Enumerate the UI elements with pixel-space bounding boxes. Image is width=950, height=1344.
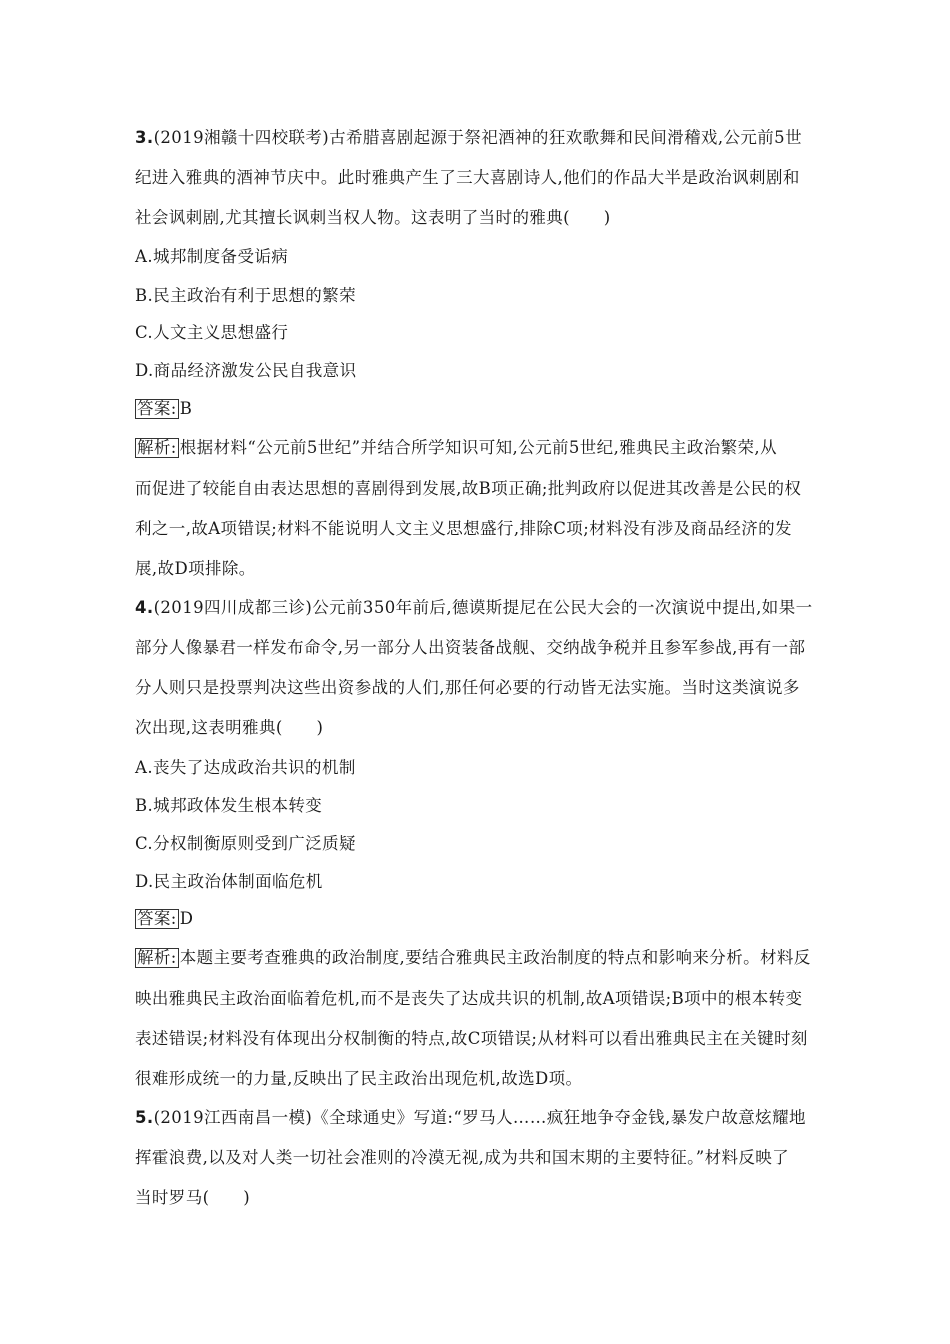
question-3-option-b: B.民主政治有利于思想的繁荣 (135, 286, 356, 305)
question-3-answer (135, 398, 192, 420)
answer-value: B (179, 399, 193, 418)
question-4-stem-line-3: 分人则只是投票判决这些出资参战的人们,那任何必要的行动皆无法实施。当时这类演说多 (135, 678, 800, 697)
question-3-stem-line-2: 纪进入雅典的酒神节庆中。此时雅典产生了三大喜剧诗人,他们的作品大半是政治讽刺剧和 (135, 168, 800, 187)
answer-label: 答案: (137, 399, 177, 418)
question-3-option-d: D.商品经济激发公民自我意识 (135, 361, 357, 380)
answer-value: D (179, 909, 194, 928)
question-4-option-c: C.分权制衡原则受到广泛质疑 (135, 834, 356, 853)
question-3-analysis-line-2: 而促进了较能自由表达思想的喜剧得到发展,故B项正确;批判政府以促进其改善是公民的权 (135, 479, 802, 498)
question-4-stem-line-1: 4.(2019四川成都三诊)公元前350年前后,德谟斯提尼在公民大会的一次演说中提出,如果一 (135, 598, 813, 617)
question-4-analysis-line-2: 映出雅典民主政治面临着危机,而不是丧失了达成共识的机制,故A项错误;B项中的根本转变 (135, 989, 803, 1008)
question-5-stem-line-2: 挥霍浪费,以及对人类一切社会准则的冷漠无视,成为共和国末期的主要特征。”材料反映了 (135, 1148, 790, 1167)
question-number: 3. (135, 128, 154, 147)
question-4-option-a: A.丧失了达成政治共识的机制 (135, 758, 356, 777)
question-3-analysis-line-4: 展,故D项排除。 (135, 559, 256, 578)
question-4-answer (135, 908, 193, 930)
question-4-stem-line-2: 部分人像暴君一样发布命令,另一部分人出资装备战舰、交纳战争税并且参军参战,再有一部 (135, 638, 806, 657)
question-4-analysis-line-3: 表述错误;材料没有体现出分权制衡的特点,故C项错误;从材料可以看出雅典民主在关键时刻 (135, 1029, 808, 1048)
question-3-stem-line-1: 3.(2019湘赣十四校联考)古希腊喜剧起源于祭祀酒神的狂欢歌舞和民间滑稽戏,公元前5世 (135, 128, 802, 147)
analysis-label: 解析: (137, 948, 177, 967)
question-4-analysis-line-4: 很难形成统一的力量,反映出了民主政治出现危机,故选D项。 (135, 1069, 583, 1088)
question-4-stem-line-4: 次出现,这表明雅典( ) (135, 718, 324, 737)
question-5-stem-line-1: 5.(2019江西南昌一模)《全球通史》写道:“罗马人……疯狂地争夺金钱,暴发户故意炫耀地 (135, 1108, 806, 1127)
question-3-stem-line-3: 社会讽刺剧,尤其擅长讽刺当权人物。这表明了当时的雅典( ) (135, 208, 611, 227)
answer-label: 答案: (137, 909, 177, 928)
question-5-stem-line-3: 当时罗马( ) (135, 1188, 251, 1207)
question-number: 4. (135, 598, 154, 617)
question-3-option-c: C.人文主义思想盛行 (135, 323, 289, 342)
analysis-label: 解析: (137, 438, 177, 457)
question-3-analysis-line-1: 解析: 根据材料“公元前5世纪”并结合所学知识可知,公元前5世纪,雅典民主政治繁荣,从 (137, 438, 777, 457)
question-4-option-b: B.城邦政体发生根本转变 (135, 796, 323, 815)
question-3-analysis-line-3: 利之一,故A项错误;材料不能说明人文主义思想盛行,排除C项;材料没有涉及商品经济的发 (135, 519, 792, 538)
question-number: 5. (135, 1108, 154, 1127)
question-4-option-d: D.民主政治体制面临危机 (135, 872, 323, 891)
question-4-analysis-line-1: 解析: 本题主要考查雅典的政治制度,要结合雅典民主政治制度的特点和影响来分析。材料反 (137, 948, 811, 967)
question-3-option-a: A.城邦制度备受诟病 (135, 247, 289, 266)
